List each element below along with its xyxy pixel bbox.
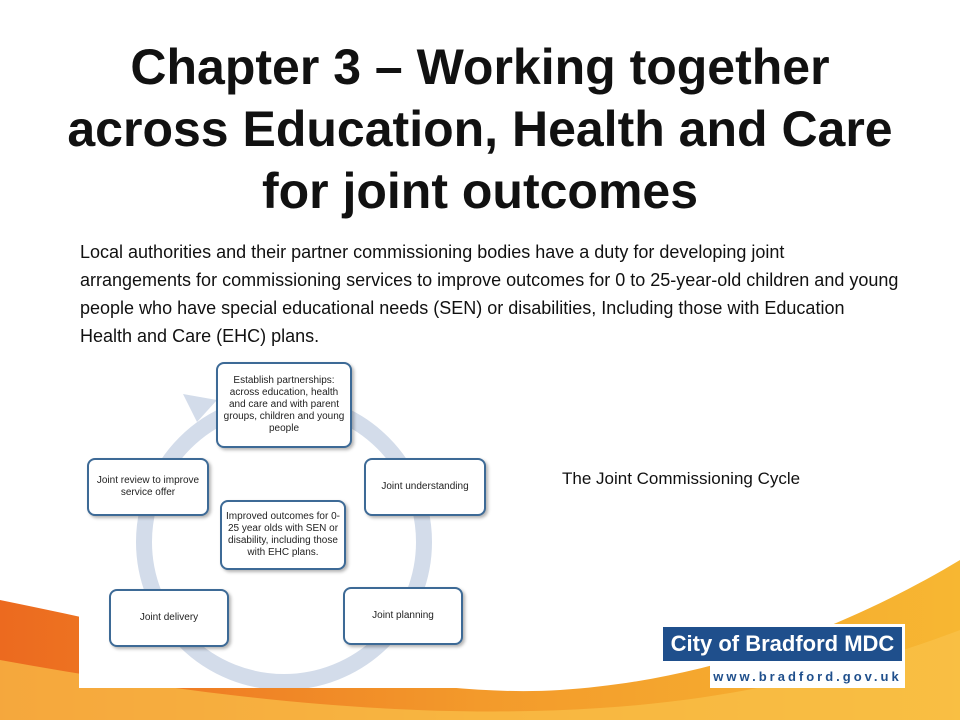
logo-name: City of Bradford MDC [660,624,905,664]
intro-paragraph: Local authorities and their partner commissioning bodies have a duty for developing joint arrangements for commissioning services to improve outcomes for 0 to 25-year-old children and young people who have special educational needs (SEN) or disabilities, Including those with Education Health and Care (EHC) plans. [80,242,899,346]
box-establish-partnerships: Establish partnerships: across education, health and care and with parent groups, children and young people [216,362,352,448]
box-joint-review: Joint review to improve service offer [87,458,209,516]
logo-url: www.bradford.gov.uk [710,664,905,688]
slide-title: Chapter 3 – Working together across Education, Health and Care for joint outcomes [67,39,893,219]
box-improved-outcomes: Improved outcomes for 0-25 year olds with SEN or disability, including those with EHC plans. [220,500,346,570]
box-joint-planning: Joint planning [343,587,463,645]
box-joint-delivery: Joint delivery [109,589,229,647]
box-joint-understanding: Joint understanding [364,458,486,516]
joint-commissioning-cycle-diagram [79,360,494,688]
diagram-caption: The Joint Commissioning Cycle [562,469,801,488]
city-of-bradford-logo [660,624,905,688]
